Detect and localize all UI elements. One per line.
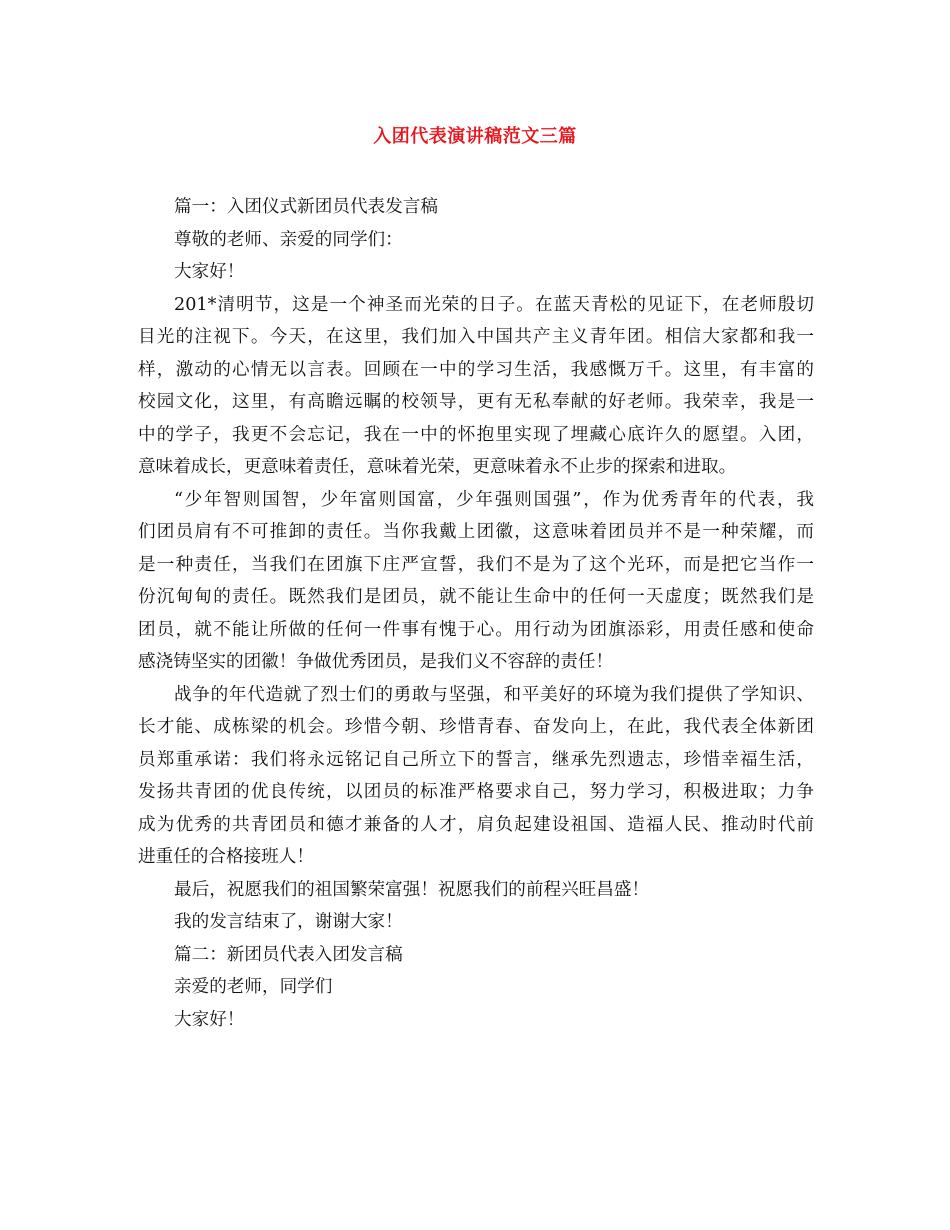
text-line: 团员，就不能让所做的任何一件事有愧于心。用行动为团旗添彩，用责任感和使命: [138, 619, 814, 640]
text-line: 尊敬的老师、亲爱的同学们：: [174, 229, 403, 250]
document-body: [138, 191, 814, 1036]
text-line: 发扬共青团的优良传统，以团员的标准严格要求自己，努力学习，积极进取；力争: [138, 782, 814, 802]
text-line: 长才能、成栋梁的机会。珍惜今朝、珍惜青春、奋发向上，在此，我代表全体新团: [138, 717, 814, 737]
text-line: 大家好！: [174, 262, 245, 282]
text-line: 进重任的合格接班人！: [138, 847, 314, 867]
text-line: 大家好！: [174, 1009, 245, 1030]
text-line: 目光的注视下。今天，在这里，我们加入中国共产主义青年团。相信大家都和我一: [138, 327, 814, 347]
text-line: 中的学子，我更不会忘记，我在一中的怀抱里实现了埋藏心底许久的愿望。入团，: [138, 424, 814, 445]
text-line: 我的发言结束了，谢谢大家！: [174, 912, 403, 932]
text-line: 201*清明节，这是一个神圣而光荣的日子。在蓝天青松的见证下，在老师殷切: [174, 294, 814, 315]
text-line: 最后，祝愿我们的祖国繁荣富强！祝愿我们的前程兴旺昌盛！: [174, 879, 650, 900]
text-line: 战争的年代造就了烈士们的勇敢与坚强，和平美好的环境为我们提供了学知识、: [174, 684, 814, 705]
text-line: 亲爱的老师，同学们: [174, 977, 333, 997]
text-line: “少年智则国智，少年富则国富，少年强则国强”，作为优秀青年的代表，我: [174, 489, 814, 510]
text-line: 篇一：入团仪式新团员代表发言稿: [174, 197, 438, 217]
text-line: 篇二：新团员代表入团发言稿: [174, 944, 403, 965]
text-line: 份沉甸甸的责任。既然我们是团员，就不能让生命中的任何一天虚度；既然我们是: [138, 587, 814, 607]
document-title: 入团代表演讲稿范文三篇: [373, 126, 577, 147]
text-line: 员郑重承诺：我们将永远铭记自己所立下的誓言，继承先烈遗志，珍惜幸福生活，: [138, 749, 814, 770]
text-line: 样，激动的心情无以言表。回顾在一中的学习生活，我感慨万千。这里，有丰富的: [138, 359, 814, 380]
text-line: 成为优秀的共青团员和德才兼备的人才，肩负起建设祖国、造福人民、推动时代前: [138, 814, 814, 835]
text-line: 是一种责任，当我们在团旗下庄严宣誓，我们不是为了这个光环，而是把它当作一: [138, 554, 814, 575]
text-line: 校园文化，这里，有高瞻远瞩的校领导，更有无私奉献的好老师。我荣幸，我是一: [138, 392, 814, 412]
text-line: 感浇铸坚实的团徽！争做优秀团员，是我们义不容辞的责任！: [138, 652, 614, 672]
text-line: 们团员肩有不可推卸的责任。当你我戴上团徽，这意味着团员并不是一种荣耀，而: [138, 522, 814, 542]
text-line: 意味着成长，更意味着责任，意味着光荣，更意味着永不止步的探索和进取。: [138, 457, 737, 477]
